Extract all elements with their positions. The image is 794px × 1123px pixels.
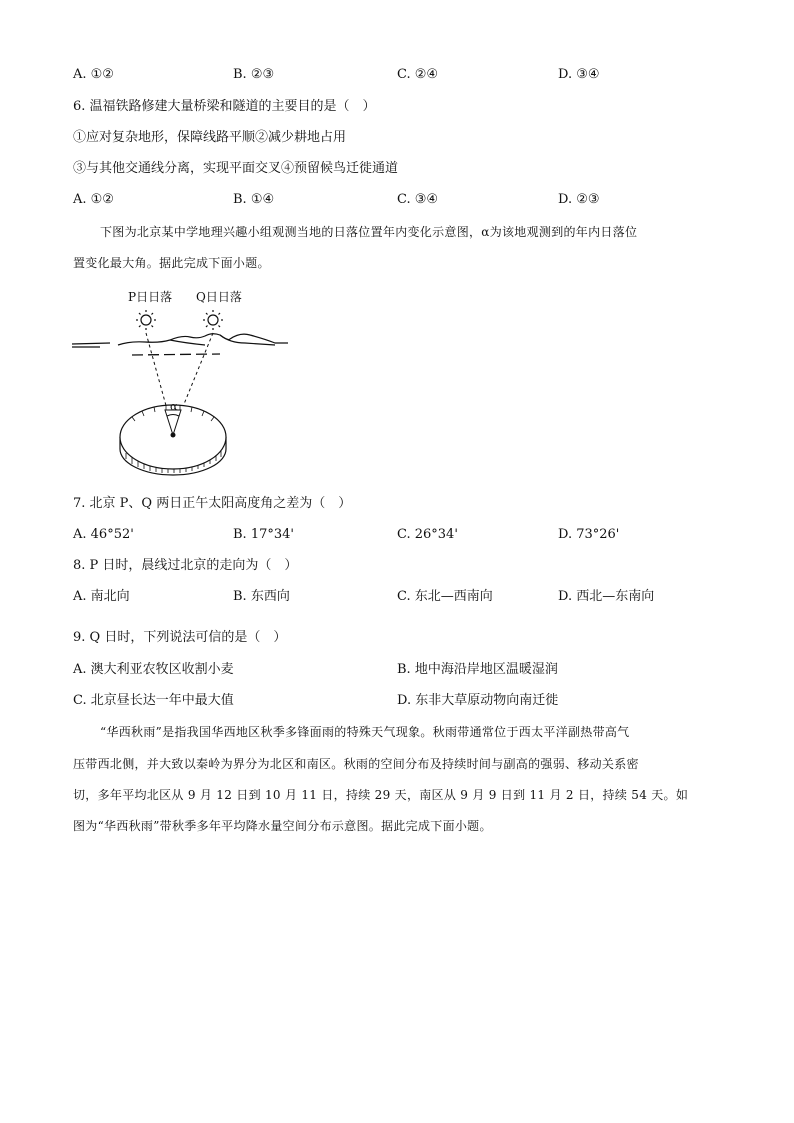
intro1-line2: 置变化最大角。据此完成下面小题。 — [73, 256, 270, 270]
alpha-label: α — [170, 400, 178, 413]
q6-option-d: D. ②③ — [558, 192, 600, 207]
q8-option-c: C. 东北—西南向 — [397, 589, 493, 604]
q7-option-d: D. 73°26' — [558, 527, 620, 542]
q-sunset-label: Q日日落 — [196, 290, 242, 304]
q6-option-b: B. ①④ — [233, 192, 275, 207]
q9-stem: 9. Q 日时，下列说法可信的是（ ） — [73, 630, 287, 645]
q5-option-b: B. ②③ — [233, 67, 275, 82]
intro2-line4: 图为“华西秋雨”带秋季多年平均降水量空间分布示意图。据此完成下面小题。 — [73, 819, 492, 833]
q6-statements-1: ①应对复杂地形，保障线路平顺②减少耕地占用 — [73, 130, 347, 145]
q8-option-d: D. 西北—东南向 — [558, 589, 655, 604]
q7-option-b: B. 17°34' — [233, 527, 294, 542]
q9-option-c: C. 北京昼长达一年中最大值 — [73, 693, 234, 708]
q8-stem: 8. P 日时，晨线过北京的走向为（ ） — [73, 558, 298, 573]
q5-option-d: D. ③④ — [558, 67, 600, 82]
q9-option-a: A. 澳大利亚农牧区收割小麦 — [73, 662, 234, 677]
q-sun-icon — [203, 310, 223, 330]
q7-option-a: A. 46°52' — [73, 527, 134, 542]
intro2-line2: 压带西北侧，并大致以秦岭为界分为北区和南区。秋雨的空间分布及持续时间与副高的强弱、移动关系密 — [73, 757, 639, 771]
q6-statements-2: ③与其他交通线分离，实现平面交叉④预留候鸟迁徙通道 — [73, 161, 399, 176]
q7-option-c: C. 26°34' — [397, 527, 458, 542]
horizon-hills — [72, 334, 288, 347]
q5-option-c: C. ②④ — [397, 67, 439, 82]
intro1-line1: 下图为北京某中学地理兴趣小组观测当地的日落位置年内变化示意图，α为该地观测到的年内日落位 — [100, 225, 638, 239]
p-sunset-label: P日日落 — [128, 290, 173, 304]
q9-option-d: D. 东非大草原动物向南迁徙 — [397, 693, 559, 708]
intro2-line3: 切，多年平均北区从 9 月 12 日到 10 月 11 日，持续 29 天，南区从 9 月 9 日到 11 月 2 日，持续 54 天。如 — [73, 788, 689, 802]
q7-stem: 7. 北京 P、Q 两日正午太阳高度角之差为（ ） — [73, 496, 352, 511]
q6-option-a: A. ①② — [73, 192, 114, 207]
q8-option-b: B. 东西向 — [233, 589, 290, 604]
observation-disk — [120, 405, 226, 475]
p-sun-icon — [136, 310, 156, 330]
q9-option-b: B. 地中海沿岸地区温暖湿润 — [397, 662, 558, 677]
q6-stem: 6. 温福铁路修建大量桥梁和隧道的主要目的是（ ） — [73, 99, 376, 114]
sunset-figure — [70, 283, 300, 478]
q5-option-a: A. ①② — [73, 67, 114, 82]
intro2-line1: “华西秋雨”是指我国华西地区秋季多锋面雨的特殊天气现象。秋雨带通常位于西太平洋副热带高气 — [100, 725, 630, 739]
q8-option-a: A. 南北向 — [73, 589, 130, 604]
ground-dashed-line — [132, 354, 220, 355]
q6-option-c: C. ③④ — [397, 192, 439, 207]
